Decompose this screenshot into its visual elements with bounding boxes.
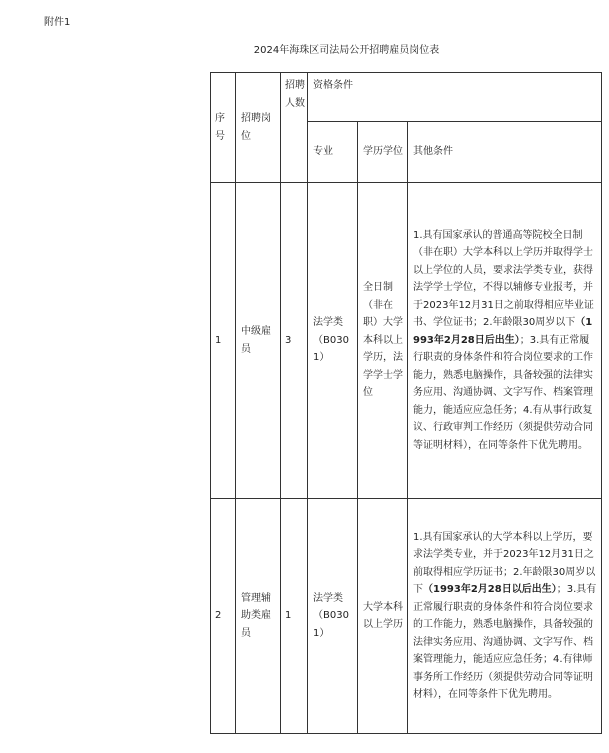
row-count: 3 (281, 183, 308, 499)
header-major: 专业 (308, 122, 358, 183)
header-qualifications: 资格条件 (308, 73, 602, 122)
row-education: 全日制（非在职）大学本科以上学历，法学学士学位 (358, 183, 408, 499)
table-row (211, 499, 602, 734)
row-major: 法学类（B0301） (308, 499, 358, 734)
header-count: 招聘人数 (281, 73, 308, 183)
row-count: 1 (281, 499, 308, 734)
row-other-conditions (408, 183, 602, 499)
row-index: 2 (211, 499, 236, 734)
header-index: 序号 (211, 73, 236, 183)
other-text-continued: ；3.具有正常履行职责的身体条件和符合岗位要求的工作能力，熟悉电脑操作，具备较强的法律实务应用、沟通协调、文字写作、档案管理能力，能适应应急任务；4.有从事行政复议、行政审判工作经历（须提供劳动合同等证明材料），在同等条件下优先聘用。 (413, 334, 593, 451)
other-bold-text: （1993年2月28日以后出生） (423, 584, 557, 595)
other-text: 1.具有国家承认的大学本科以上学历，要求法学类专业，并于2023年12月31日之前取得相应学历证书；2.年龄限30周岁以下 (413, 531, 596, 595)
table-row (211, 183, 602, 499)
row-position: 管理辅助类雇员 (236, 499, 281, 734)
other-text: 1.具有国家承认的普通高等院校全日制（非在职）大学本科以上学历并取得学士以上学位的人员，要求法学类专业，获得法学学士学位，不得以辅修专业报考，并于2023年12月31日之前取得相应毕业证书、学位证书；2.年龄限30周岁以下 (413, 229, 594, 329)
recruitment-table (210, 72, 602, 734)
attachment-label: 附件1 (44, 17, 71, 28)
other-text-continued: ；3.具有正常履行职责的身体条件和符合岗位要求的工作能力，熟悉电脑操作，具备较强的法律实务应用、沟通协调、文字写作、档案管理能力，能适应应急任务；4.有律师事务所工作经历（须提供劳动合同等证明材料），在同等条件下优先聘用。 (413, 584, 597, 700)
header-education: 学历学位 (358, 122, 408, 183)
other-bold-text: （1993年2月28日后出生） (413, 317, 593, 346)
header-position: 招聘岗位 (236, 73, 281, 183)
row-other-conditions (408, 499, 602, 734)
row-major: 法学类（B0301） (308, 183, 358, 499)
header-other: 其他条件 (408, 122, 602, 183)
header-row (211, 73, 602, 122)
row-position: 中级雇员 (236, 183, 281, 499)
row-index: 1 (211, 183, 236, 499)
page-title: 2024年海珠区司法局公开招聘雇员岗位表 (253, 45, 440, 56)
row-education: 大学本科以上学历 (358, 499, 408, 734)
